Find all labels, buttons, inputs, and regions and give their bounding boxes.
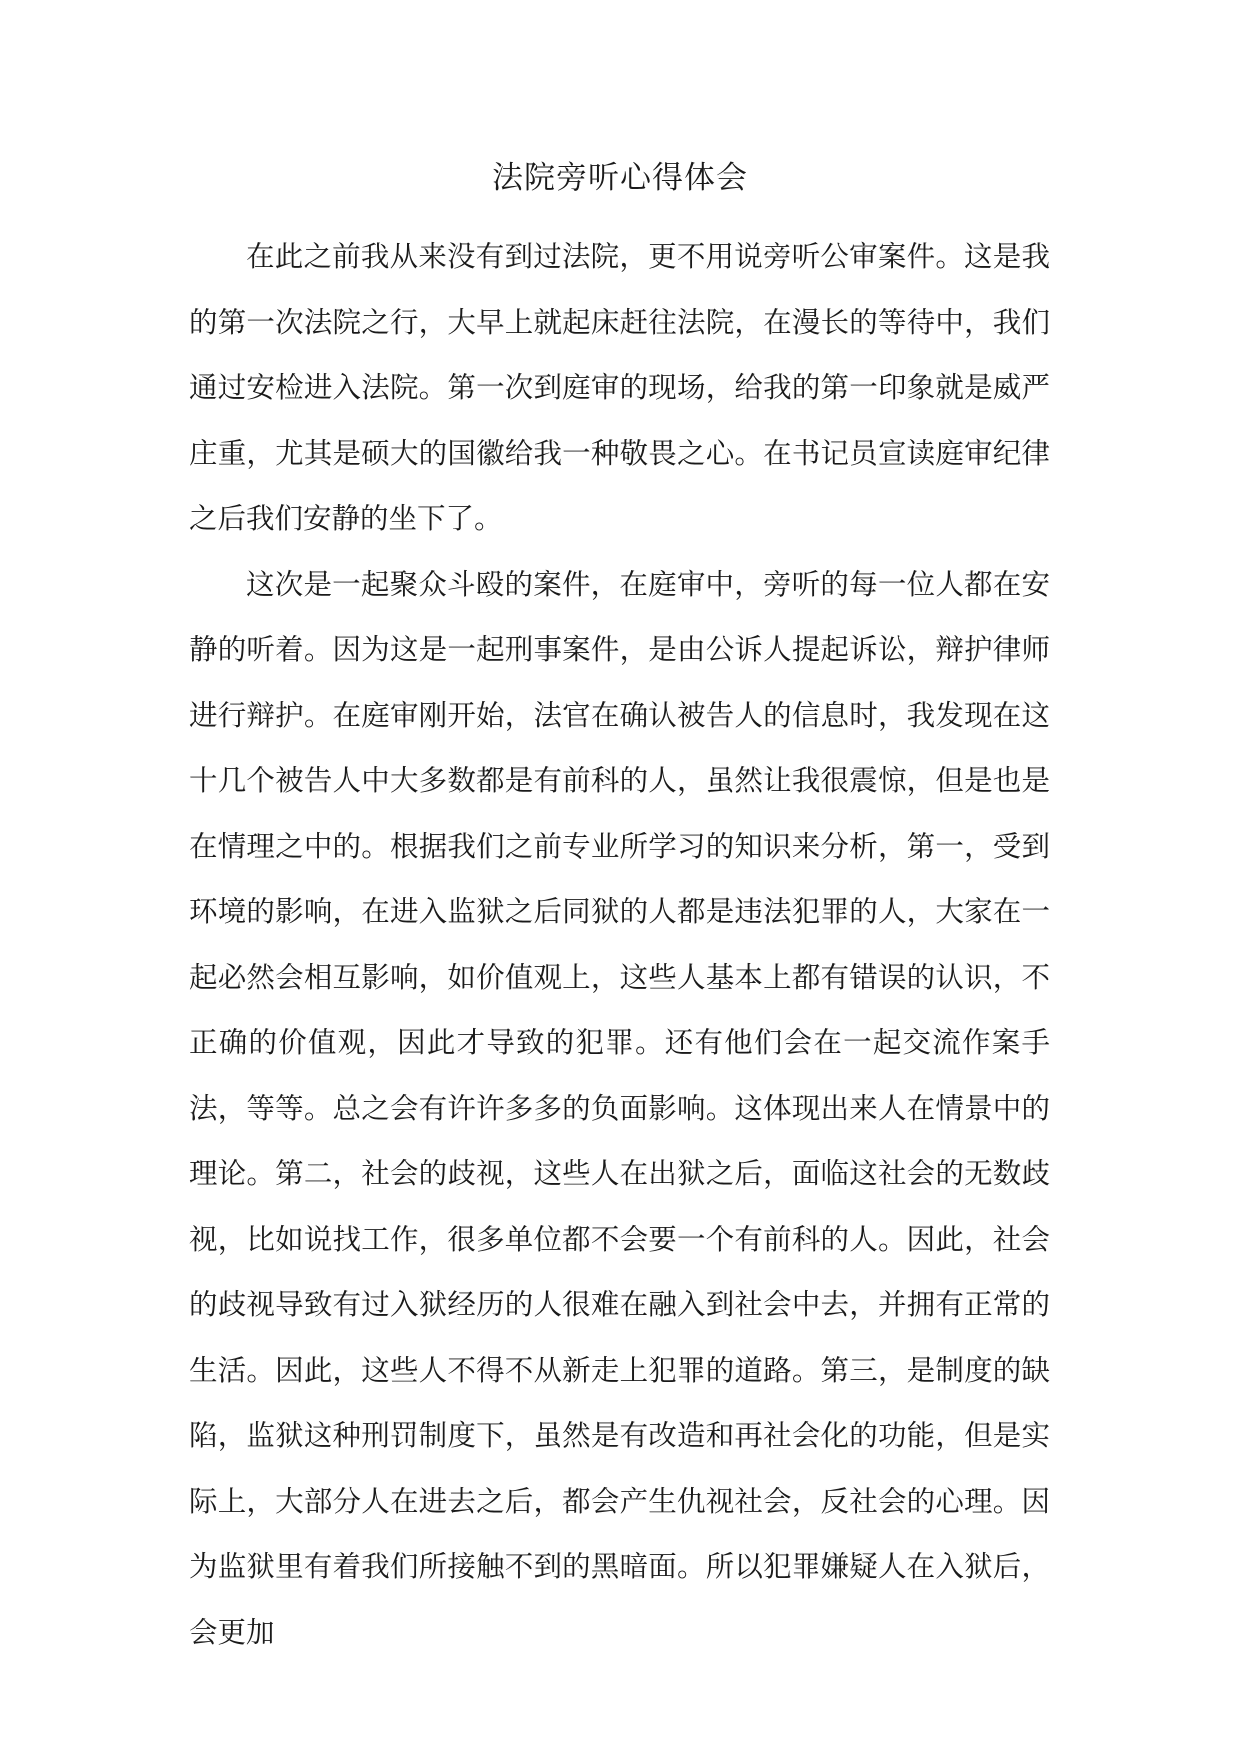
paragraph-2: 这次是一起聚众斗殴的案件，在庭审中，旁听的每一位人都在安静的听着。因为这是一起刑事案件，是由公诉人提起诉讼，辩护律师进行辩护。在庭审刚开始，法官在确认被告人的信息时，我发现在这十几个被告人中大多数都是有前科的人，虽然让我很震惊，但是也是在情理之中的。根据我们之前专业所学习的知识来分析，第一，受到环境的影响，在进入监狱之后同狱的人都是违法犯罪的人，大家在一起必然会相互影响，如价值观上，这些人基本上都有错误的认识，不正确的价值观，因此才导致的犯罪。还有他们会在一起交流作案手法，等等。总之会有许许多多的负面影响。这体现出来人在情景中的理论。第二，社会的歧视，这些人在出狱之后，面临这社会的无数歧视，比如说找工作，很多单位都不会要一个有前科的人。因此，社会的歧视导致有过入狱经历的人很难在融入到社会中去，并拥有正常的生活。因此，这些人不得不从新走上犯罪的道路。第三，是制度的缺陷，监狱这种刑罚制度下，虽然是有改造和再社会化的功能，但是实际上，大部分人在进去之后，都会产生仇视社会，反社会的心理。因为监狱里有着我们所接触不到的黑暗面。所以犯罪嫌疑人在入狱后，会更加	[189, 567, 1050, 1649]
document-title: 法院旁听心得体会	[492, 160, 748, 196]
document-body	[189, 224, 1050, 1665]
paragraph-1: 在此之前我从来没有到过法院，更不用说旁听公审案件。这是我的第一次法院之行，大早上就起床赶往法院，在漫长的等待中，我们通过安检进入法院。第一次到庭审的现场，给我的第一印象就是威严庄重，尤其是硕大的国徽给我一种敬畏之心。在书记员宣读庭审纪律之后我们安静的坐下了。	[189, 240, 1050, 535]
